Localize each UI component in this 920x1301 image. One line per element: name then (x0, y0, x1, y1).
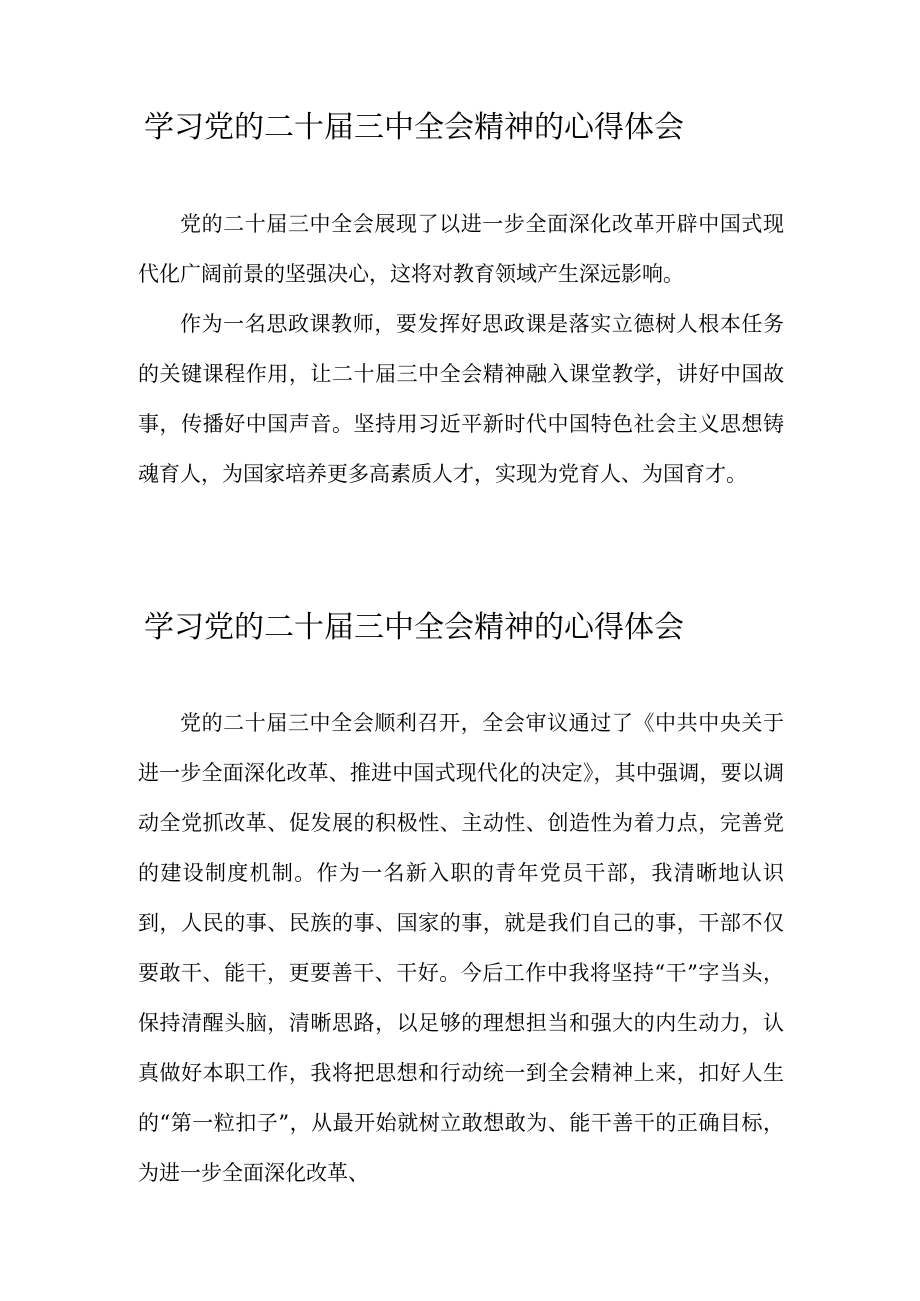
paragraph-3: 党的二十届三中全会顺利召开，全会审议通过了《中共中央关于进一步全面深化改革、推进中国式现代化的决定》，其中强调，要以调动全党抓改革、促发展的积极性、主动性、创造性为着力点，完善党的建设制度机制。作为一名新入职的青年党员干部，我清晰地认识到，人民的事、民族的事、国家的事，就是我们自己的事，干部不仅要敢干、能干，更要善干、干好。今后工作中我将坚持“干”字当头，保持清醒头脑，清晰思路，以足够的理想担当和强大的内生动力，认真做好本职工作，我将把思想和行动统一到全会精神上来，扣好人生的“第一粒扣子”，从最开始就树立敢想敢为、能干善干的正确目标，为进一步全面深化改革、 (138, 711, 784, 1185)
section-title-1: 学习党的二十届三中全会精神的心得体会 (144, 110, 684, 145)
section-title-2: 学习党的二十届三中全会精神的心得体会 (144, 610, 684, 645)
paragraph-2: 作为一名思政课教师，要发挥好思政课是落实立德树人根本任务的关键课程作用，让二十届三中全会精神融入课堂教学，讲好中国故事，传播好中国声音。坚持用习近平新时代中国特色社会主义思想铸魂育人，为国家培养更多高素质人才，实现为党育人、为国育才。 (138, 312, 784, 486)
paragraph-1: 党的二十届三中全会展现了以进一步全面深化改革开辟中国式现代化广阔前景的坚强决心，这将对教育领域产生深远影响。 (138, 212, 784, 286)
